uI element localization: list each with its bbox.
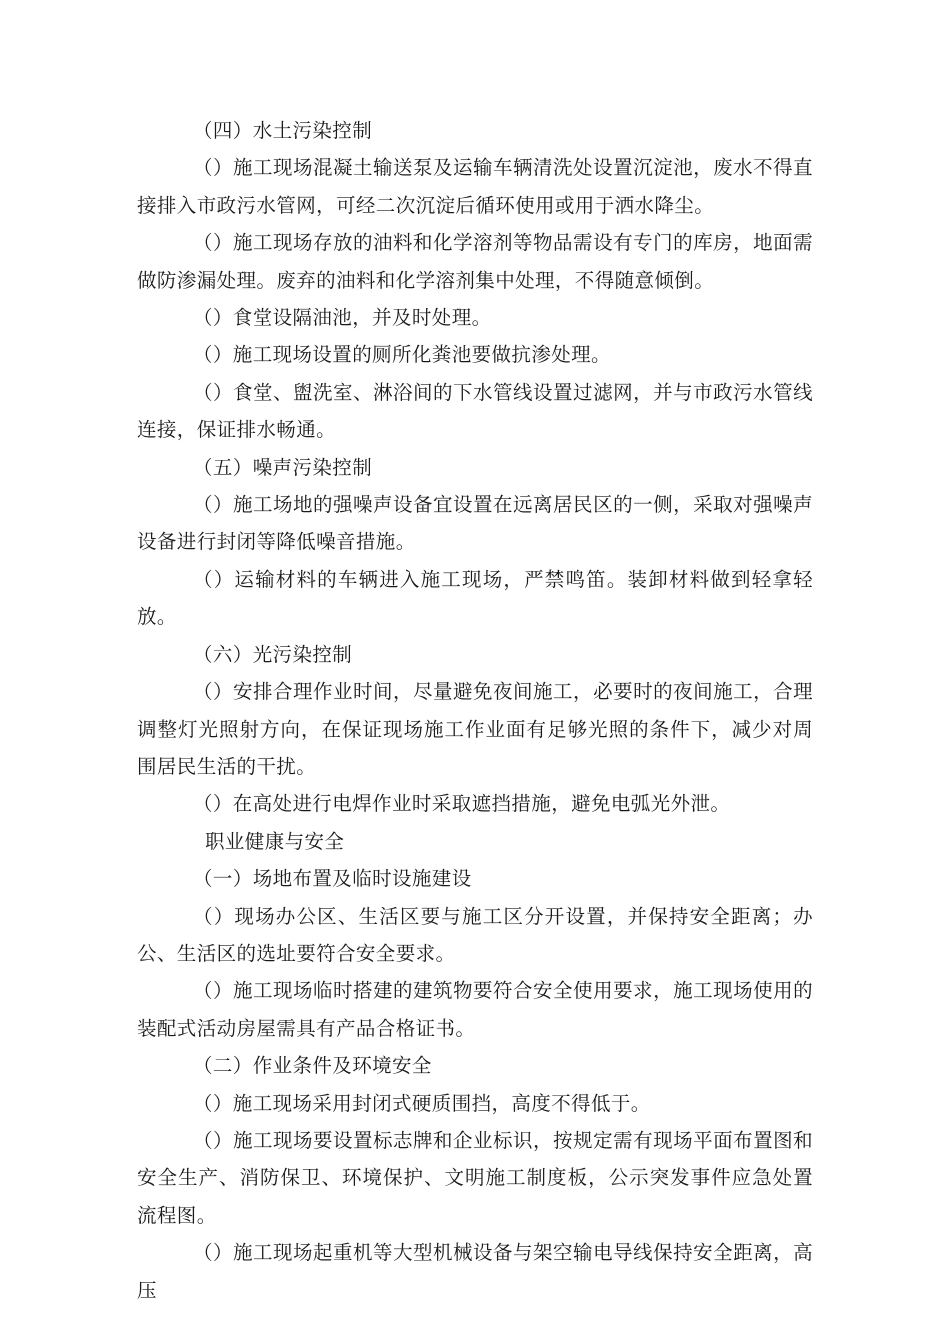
paragraph: （）施工现场临时搭建的建筑物要符合安全使用要求，施工现场使用的装配式活动房屋需具有产品合格证书。	[137, 979, 813, 1040]
paragraph: （）现场办公区、生活区要与施工区分开设置，并保持安全距离；办公、生活区的选址要符合安全要求。	[137, 904, 813, 965]
paragraph: （）安排合理作业时间，尽量避免夜间施工，必要时的夜间施工，合理调整灯光照射方向，在保证现场施工作业面有足够光照的条件下，减少对周围居民生活的干扰。	[137, 680, 813, 778]
section-heading-light: （六）光污染控制	[193, 642, 353, 666]
section-heading-site-layout: （一）场地布置及临时设施建设	[193, 867, 472, 891]
section-heading-water-soil: （四）水土污染控制	[193, 119, 373, 142]
paragraph: （）施工现场要设置标志牌和企业标识，按规定需有现场平面布置图和安全生产、消防保卫、环境保护、文明施工制度板，公示突发事件应急处置流程图。	[137, 1128, 813, 1227]
paragraph: （）在高处进行电焊作业时采取遮挡措施，避免电弧光外泄。	[193, 792, 731, 816]
paragraph: （）食堂设隔油池，并及时处理。	[193, 306, 492, 330]
paragraph: （）施工现场起重机等大型机械设备与架空输电导线保持安全距离，高压	[137, 1241, 813, 1302]
paragraph: （）运输材料的车辆进入施工现场，严禁鸣笛。装卸材料做到轻拿轻放。	[137, 567, 813, 629]
paragraph: （）施工现场存放的油料和化学溶剂等物品需设有专门的库房，地面需做防渗漏处理。废弃的油料和化学溶剂集中处理，不得随意倾倒。	[137, 231, 813, 292]
paragraph: （）食堂、盥洗室、淋浴间的下水管线设置过滤网，并与市政污水管线连接，保证排水畅通。	[137, 380, 813, 442]
section-heading-noise: （五）噪声污染控制	[193, 455, 373, 479]
document-body	[137, 112, 813, 1309]
paragraph: （）施工现场混凝土输送泵及运输车辆清洗处设置沉淀池，废水不得直接排入市政污水管网，可经二次沉淀后循环使用或用于洒水降尘。	[137, 156, 813, 217]
paragraph: （）施工现场设置的厕所化粪池要做抗渗处理。	[193, 343, 611, 367]
paragraph: （）施工现场采用封闭式硬质围挡，高度不得低于。	[193, 1091, 651, 1115]
section-heading-work-conditions: （二）作业条件及环境安全	[193, 1054, 432, 1078]
chapter-heading-health-safety: 职业健康与安全	[205, 829, 345, 853]
paragraph: （）施工场地的强噪声设备宜设置在远离居民区的一侧，采取对强噪声设备进行封闭等降低噪音措施。	[137, 493, 813, 554]
